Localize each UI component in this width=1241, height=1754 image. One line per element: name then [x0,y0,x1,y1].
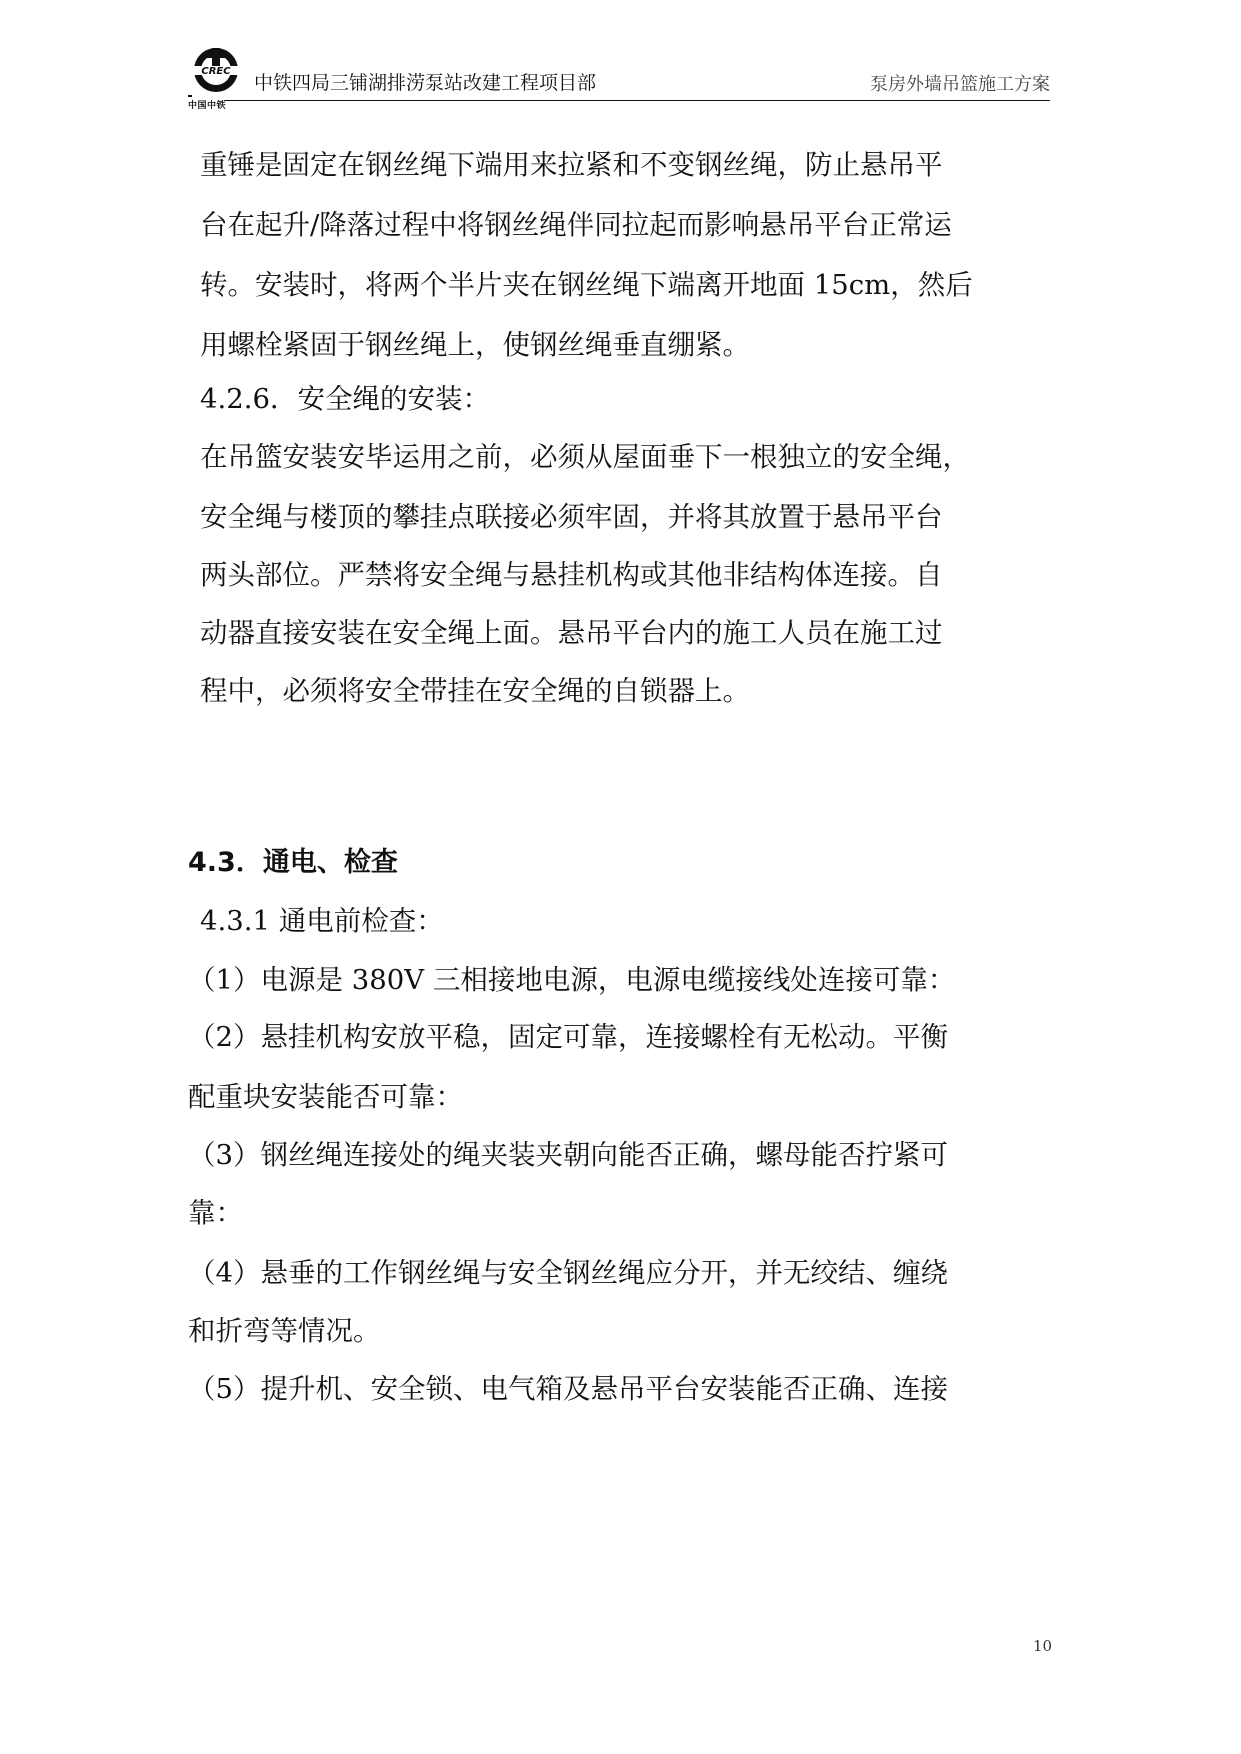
paragraph-line: 转。安装时，将两个半片夹在钢丝绳下端离开地面 15cm，然后 [200,269,973,301]
page-number: 10 [1033,1637,1053,1655]
logo-caption: 中国中铁 [188,101,227,111]
checklist-line: （2）悬挂机构安放平稳，固定可靠，连接螺栓有无松动。平衡 [188,1021,948,1053]
paragraph-line: 程中，必须将安全带挂在安全绳的自锁器上。 [200,675,750,707]
header-divider [224,100,1050,101]
paragraph-line: 安全绳与楼顶的攀挂点联接必须牢固，并将其放置于悬吊平台 [200,501,943,533]
subsection-4-2-6: 4.2.6．安全绳的安装： [200,383,490,415]
checklist-line: （5）提升机、安全锁、电气箱及悬吊平台安装能否正确、连接 [188,1373,948,1405]
paragraph-line: 用螺栓紧固于钢丝绳上，使钢丝绳垂直绷紧。 [200,329,750,361]
page-header [188,46,1050,111]
svg-text:CREC: CREC [201,66,231,77]
paragraph-line: 两头部位。严禁将安全绳与悬挂机构或其他非结构体连接。自 [200,559,943,591]
paragraph-line: 台在起升/降落过程中将钢丝绳伴同拉起而影响悬吊平台正常运 [200,209,952,241]
section-heading-4-3: 4.3．通电、检查 [188,847,398,878]
document-title: 泵房外墙吊篮施工方案 [870,74,1050,95]
checklist-line: 配重块安装能否可靠： [188,1081,463,1113]
project-department-title: 中铁四局三铺湖排涝泵站改建工程项目部 [254,72,597,94]
checklist-line: 和折弯等情况。 [188,1315,381,1347]
checklist-line: （4）悬垂的工作钢丝绳与安全钢丝绳应分开，并无绞结、缠绕 [188,1257,948,1289]
checklist-line: （1）电源是 380V 三相接地电源，电源电缆接线处连接可靠： [188,964,956,996]
checklist-line: （3）钢丝绳连接处的绳夹装夹朝向能否正确，螺母能否拧紧可 [188,1139,948,1171]
crec-logo-icon [188,46,252,104]
paragraph-line: 在吊篮安装安毕运用之前，必须从屋面垂下一根独立的安全绳， [200,441,970,473]
subsection-4-3-1: 4.3.1 通电前检查： [200,905,444,937]
checklist-line: 靠： [188,1197,243,1229]
paragraph-line: 重锤是固定在钢丝绳下端用来拉紧和不变钢丝绳，防止悬吊平 [200,149,943,181]
paragraph-line: 动器直接安装在安全绳上面。悬吊平台内的施工人员在施工过 [200,617,943,649]
